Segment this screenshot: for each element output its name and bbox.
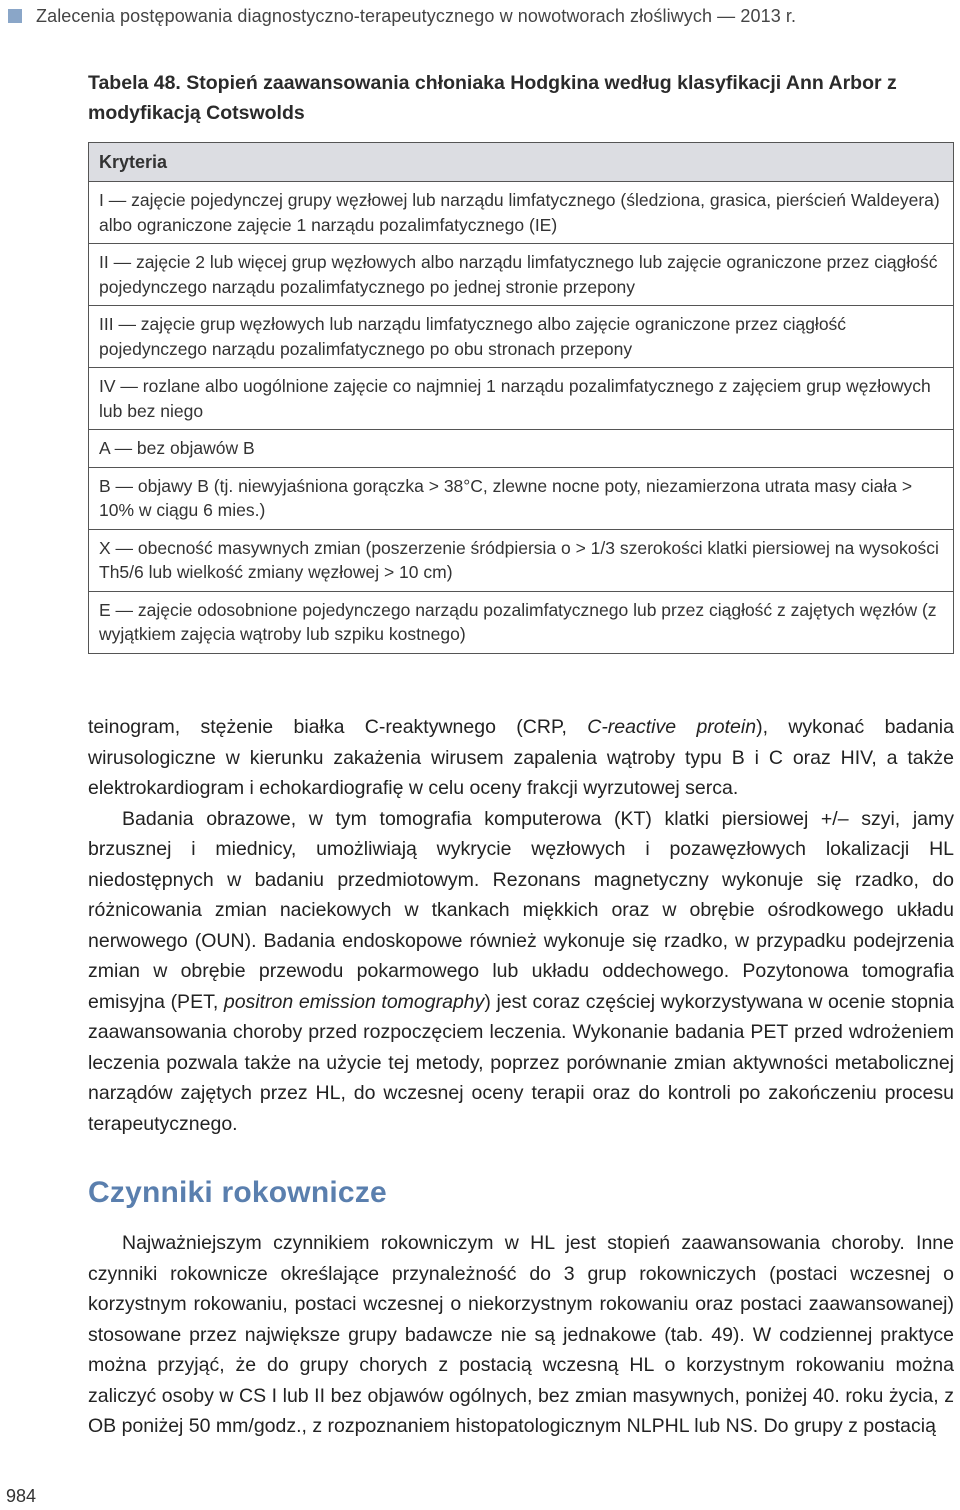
- criteria-row-II: II — zajęcie 2 lub więcej grup węzłowych albo narządu limfatycznego lub zajęcie ograniczone przez ciągłość pojedynczego narządu pozalimfatycznego po jednej stronie przepony: [89, 244, 953, 306]
- criteria-row-A: A — bez objawów B: [89, 430, 953, 468]
- criteria-table-header: Kryteria: [89, 143, 953, 182]
- header-square-icon: [8, 9, 22, 23]
- body-section-prognosis: [88, 1228, 954, 1442]
- criteria-row-IV: IV — rozlane albo uogólnione zajęcie co najmniej 1 narządu pozalimfatycznego z zajęciem grup węzłowych lub bez niego: [89, 368, 953, 430]
- criteria-row-I: I — zajęcie pojedynczej grupy węzłowej lub narządu limfatycznego (śledziona, grasica, pierścień Waldeyera) albo ograniczone zajęcie 1 narządu pozalimfatycznego (IE): [89, 182, 953, 244]
- header-text: Zalecenia postępowania diagnostyczno-terapeutycznego w nowotworach złośliwych — 2013 r.: [36, 5, 797, 26]
- criteria-row-X: X — obecność masywnych zmian (poszerzenie śródpiersia o > 1/3 szerokości klatki piersiowej na wysokości Th5/6 lub wielkość zmiany węzłowej > 10 cm): [89, 530, 953, 592]
- paragraph-1: teinogram, stężenie białka C-reaktywnego (CRP, C-reactive protein), wykonać badania wirusologiczne w kierunku zakażenia wirusem zapalenia wątroby typu B i C oraz HIV, a także elektrokardiogram i echokardiografię w celu oceny frakcji wyrzutowej serca.: [88, 716, 954, 799]
- criteria-row-B: B — objawy B (tj. niewyjaśniona gorączka > 38°C, zlewne nocne poty, niezamierzona utrata masy ciała > 10% w ciągu 6 mies.): [89, 468, 953, 530]
- page-number: 984: [6, 1486, 37, 1506]
- criteria-table: [88, 142, 954, 654]
- paragraph-prognosis: Najważniejszym czynnikiem rokowniczym w HL jest stopień zaawansowania choroby. Inne czynniki rokownicze określające przynależność do 3 grup rokowniczych (postaci wczesnej o korzystnym rokowaniu, postaci wczesnej o niekorzystnym rokowaniu oraz postaci zaawansowanej) stosowane przez największe grupy badawcze nie są jednakowe (tab. 49). W codziennej praktyce można przyjąć, że do grupy chorych z postacią wczesną HL o korzystnym rokowaniu można zaliczyć osoby w CS I lub II bez objawów ogólnych, bez zmian masywnych, poniżej 40. roku życia, z OB poniżej 50 mm/godz., z rozpoznaniem histopatologicznym NLPHL lub NS. Do grupy z postacią: [88, 1232, 954, 1437]
- body-section-diagnostics: [88, 712, 954, 1139]
- table-title: Tabela 48. Stopień zaawansowania chłoniaka Hodgkina według klasyfikacji Ann Arbor z modyfikacją Cotswolds: [88, 72, 897, 124]
- section-title: Czynniki rokownicze: [88, 1176, 387, 1209]
- criteria-row-E: E — zajęcie odosobnione pojedynczego narządu pozalimfatycznego lub przez ciągłość z zajętych węzłów (z wyjątkiem zajęcia wątroby lub szpiku kostnego): [99, 599, 937, 644]
- running-header: [8, 4, 796, 28]
- criteria-row-III: III — zajęcie grup węzłowych lub narządu limfatycznego albo zajęcie ograniczone przez ciągłość pojedynczego narządu pozalimfatycznego po obu stronach przepony: [89, 306, 953, 368]
- paragraph-2: Badania obrazowe, w tym tomografia komputerowa (KT) klatki piersiowej +/– szyi, jamy brzusznej i miednicy, umożliwiają wykrycie węzłowych i pozawęzłowych lokalizacji HL niedostępnych w badaniu przedmiotowym. Rezonans magnetyczny wykonuje się rzadko, do różnicowania zmian naciekowych w tkankach miękkich oraz w obrębie ośrodkowego układu nerwowego (OUN). Badania endoskopowe również wykonuje się rzadko, w przypadku podejrzenia zmian w obrębie przewodu pokarmowego lub układu oddechowego. Pozytonowa tomografia emisyjna (PET, positron emission tomography) jest coraz częściej wykorzystywana w ocenie stopnia zaawansowania choroby przed rozpoczęciem leczenia. Wykonanie badania PET przed wdrożeniem leczenia pozwala także na użycie tej metody, poprzez porównanie zmian aktywności metabolicznej narządów zajętych przez HL, do wczesnej oceny terapii oraz do kontroli po zakończeniu procesu terapeutycznego.: [88, 807, 954, 1135]
